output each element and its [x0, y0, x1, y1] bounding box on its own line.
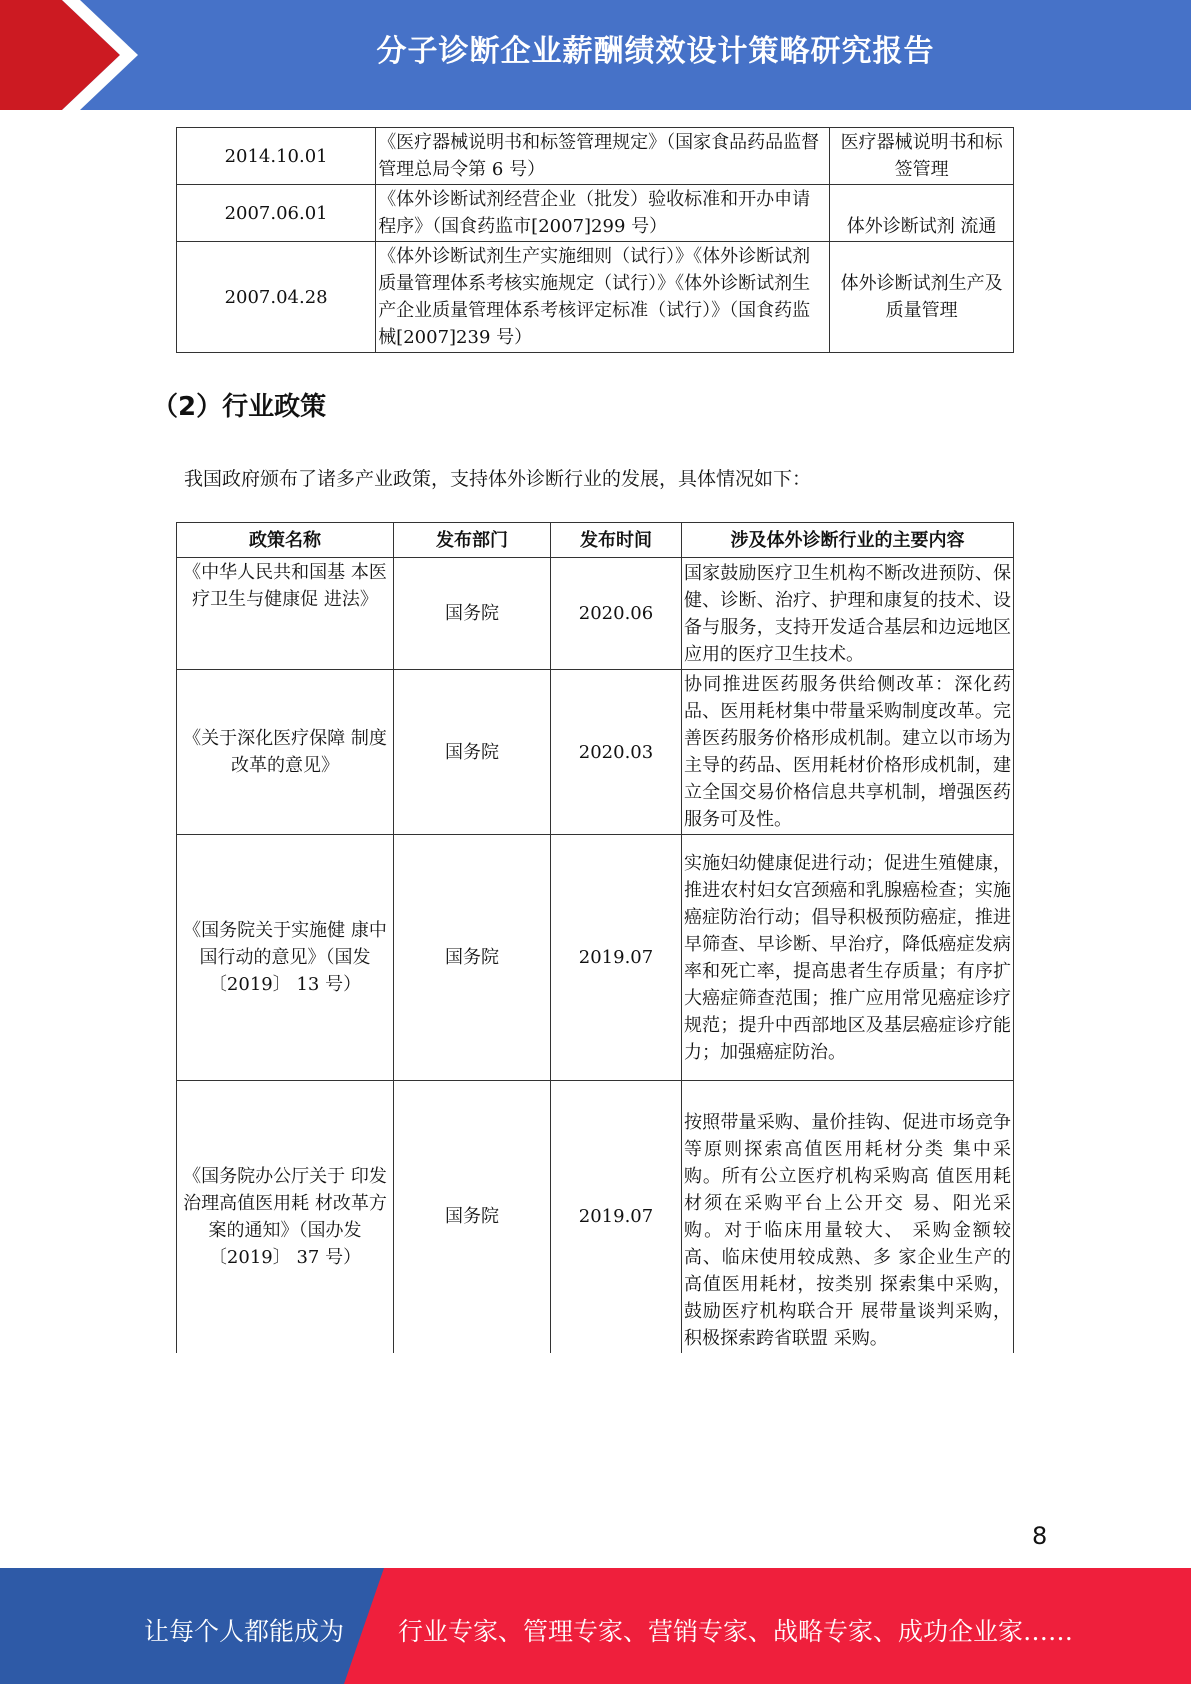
table-header-row — [177, 523, 1014, 558]
regulation-date: 2014.10.01 — [177, 128, 376, 185]
policy-table — [176, 522, 1014, 1353]
regulation-date: 2007.06.01 — [177, 185, 376, 242]
regulation-category: 体外诊断试剂生产及质量管理 — [830, 242, 1014, 353]
table-row — [177, 835, 1014, 1081]
policy-name: 《国务院办公厅关于 印发治理高值医用耗 材改革方案的通知》（国办发〔2019〕 37 号） — [177, 1081, 394, 1353]
regulation-category: 医疗器械说明书和标签管理 — [830, 128, 1014, 185]
table-row — [177, 558, 1014, 670]
column-header: 政策名称 — [177, 523, 394, 558]
regulation-document: 《医疗器械说明书和标签管理规定》（国家食品药品监督管理总局令第 6 号） — [376, 128, 830, 185]
footer-slogan-left: 让每个人都能成为 — [144, 1617, 345, 1646]
table-row — [177, 1081, 1014, 1353]
policy-name: 《中华人民共和国基 本医疗卫生与健康促 进法》 — [177, 558, 394, 670]
section-title: （2）行业政策 — [152, 392, 327, 422]
policy-content: 实施妇幼健康促进行动；促进生殖健康，推进农村妇女宫颈癌和乳腺癌检查；实施癌症防治行动；倡导积极预防癌症，推进早筛查、早诊断、早治疗，降低癌症发病率和死亡率，提高患者生存质量；有序扩大癌症筛查范围；推广应用常见癌症诊疗规范；提升中西部地区及基层癌症诊疗能力；加强癌症防治。 — [682, 835, 1014, 1081]
section-intro: 我国政府颁布了诸多产业政策，支持体外诊断行业的发展，具体情况如下： — [184, 468, 812, 490]
policy-dept: 国务院 — [394, 1081, 551, 1353]
policy-time: 2020.03 — [551, 670, 682, 835]
header-title: 分子诊断企业薪酬绩效设计策略研究报告 — [376, 34, 935, 69]
column-header: 涉及体外诊断行业的主要内容 — [682, 523, 1014, 558]
column-header: 发布部门 — [394, 523, 551, 558]
policy-content: 按照带量采购、量价挂钩、促进市场竞争等原则探索高值医用耗材分类 集中采购。所有公立医疗机构采购高 值医用耗材须在采购平台上公开交 易、阳光采购。对于临床用量较大、 采购金额较高、临床使用较成熟、多 家企业生产的高值医用耗材，按类别 探索集中采购，鼓励医疗机构联合开 展带量谈判采购，积极探索跨省联盟 采购。 — [682, 1081, 1014, 1353]
policy-content: 协同推进医药服务供给侧改革：深化药品、医用耗材集中带量采购制度改革。完善医药服务价格形成机制。建立以市场为主导的药品、医用耗材价格形成机制，建立全国交易价格信息共享机制，增强医药服务可及性。 — [682, 670, 1014, 835]
page-footer — [0, 1568, 1191, 1684]
policy-time: 2019.07 — [551, 1081, 682, 1353]
page-header — [0, 0, 1191, 110]
column-header: 发布时间 — [551, 523, 682, 558]
policy-name: 《关于深化医疗保障 制度改革的意见》 — [177, 670, 394, 835]
policy-time: 2020.06 — [551, 558, 682, 670]
policy-dept: 国务院 — [394, 835, 551, 1081]
policy-dept: 国务院 — [394, 670, 551, 835]
table-row — [177, 670, 1014, 835]
policy-time: 2019.07 — [551, 835, 682, 1081]
regulation-category: 体外诊断试剂 流通 — [830, 185, 1014, 242]
policy-dept: 国务院 — [394, 558, 551, 670]
policy-name: 《国务院关于实施健 康中国行动的意见》（国发〔2019〕 13 号） — [177, 835, 394, 1081]
page-number: 8 — [1032, 1522, 1048, 1550]
footer-slogan-right: 行业专家、管理专家、营销专家、战略专家、成功企业家…… — [398, 1617, 1074, 1646]
policy-content: 国家鼓励医疗卫生机构不断改进预防、保健、诊断、治疗、护理和康复的技术、设备与服务，支持开发适合基层和边远地区应用的医疗卫生技术。 — [682, 558, 1014, 670]
table-row — [177, 128, 1014, 185]
regulation-document: 《体外诊断试剂经营企业（批发）验收标准和开办申请程序》（国食药监市[2007]299 号） — [376, 185, 830, 242]
regulation-document: 《体外诊断试剂生产实施细则（试行）》《体外诊断试剂质量管理体系考核实施规定（试行）》《体外诊断试剂生产企业质量管理体系考核评定标准（试行）》（国食药监械[2007]239 号） — [376, 242, 830, 353]
table-row — [177, 185, 1014, 242]
regulations-table — [176, 127, 1014, 353]
table-row — [177, 242, 1014, 353]
regulation-date: 2007.04.28 — [177, 242, 376, 353]
